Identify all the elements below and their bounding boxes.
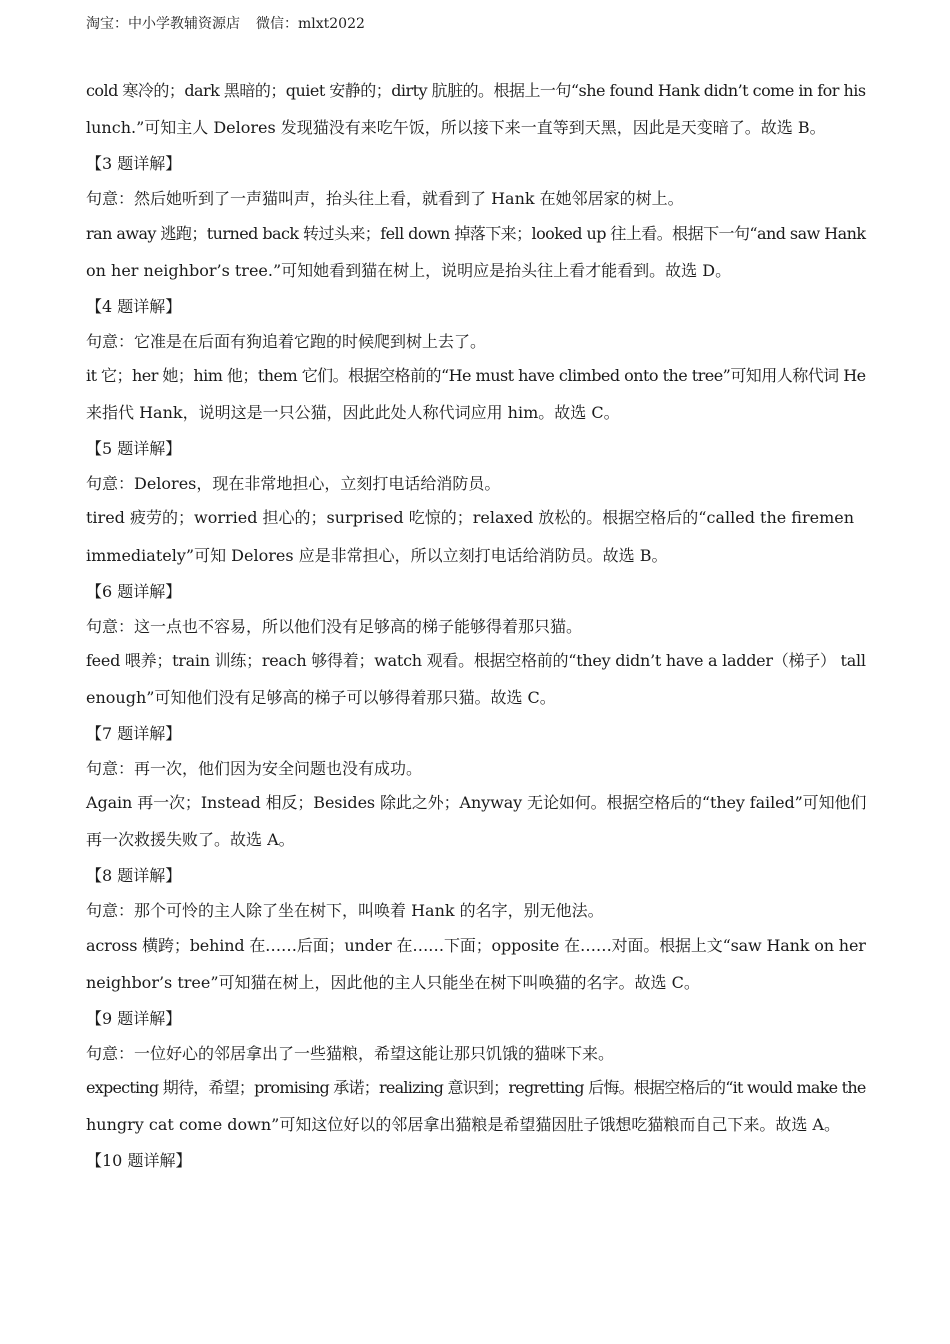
paragraph-line: immediately”可知 Delores 应是非常担心，所以立刻打电话给消防员。故选 B。 (86, 546, 668, 565)
section-heading: 【6 题详解】 (86, 582, 182, 601)
paragraph-line: 句意：那个可怜的主人除了坐在树下，叫唤着 Hank 的名字，别无他法。 (86, 901, 604, 920)
paragraph-line: 句意：一位好心的邻居拿出了一些猫粮，希望这能让那只饥饿的猫咪下来。 (86, 1044, 615, 1063)
paragraph-line: it 它；her 她；him 他；them 它们。根据空格前的“He must have climbed onto the tree”可知用人称代词 He (86, 366, 866, 385)
paragraph-line: 句意：Delores，现在非常地担心，立刻打电话给消防员。 (86, 474, 501, 493)
paragraph-line: lunch.”可知主人 Delores 发现猫没有来吃午饭，所以接下来一直等到天黑，因此是天变暗了。故选 B。 (86, 118, 826, 137)
header-shop-text: 淘宝：中小学教辅资源店 (86, 16, 240, 32)
section-heading: 【10 题详解】 (86, 1151, 192, 1170)
section-heading: 【3 题详解】 (86, 154, 182, 173)
header-wechat-text: 微信：mlxt2022 (256, 16, 365, 32)
paragraph-line: on her neighbor’s tree.”可知她看到猫在树上，说明应是抬头往上看才能看到。故选 D。 (86, 261, 732, 280)
paragraph-line: cold 寒冷的；dark 黑暗的；quiet 安静的；dirty 肮脏的。根据上一句“she found Hank didn’t come in for his (86, 81, 866, 100)
paragraph-line: hungry cat come down”可知这位好以的邻居拿出猫粮是希望猫因肚子饿想吃猫粮而自己下来。故选 A。 (86, 1115, 840, 1134)
paragraph-line: expecting 期待，希望；promising 承诺；realizing 意识到；regretting 后悔。根据空格后的“it would make the (86, 1078, 866, 1097)
paragraph-line: feed 喂养；train 训练；reach 够得着；watch 观看。根据空格前的“they didn’t have a ladder（梯子） tall (86, 651, 866, 670)
section-heading: 【8 题详解】 (86, 866, 182, 885)
paragraph-line: enough”可知他们没有足够高的梯子可以够得着那只猫。故选 C。 (86, 688, 556, 707)
paragraph-line: 句意：再一次，他们因为安全问题也没有成功。 (86, 759, 423, 778)
page-header (86, 13, 365, 33)
paragraph-line: 句意：这一点也不容易，所以他们没有足够高的梯子能够得着那只猫。 (86, 617, 583, 636)
paragraph-line: Again 再一次；Instead 相反；Besides 除此之外；Anyway 无论如何。根据空格后的“they failed”可知他们 (86, 793, 867, 812)
paragraph-line: tired 疲劳的；worried 担心的；surprised 吃惊的；relaxed 放松的。根据空格后的“called the firemen (86, 508, 855, 527)
section-heading: 【9 题详解】 (86, 1009, 182, 1028)
paragraph-line: 句意：然后她听到了一声猫叫声，抬头往上看，就看到了 Hank 在她邻居家的树上。 (86, 189, 684, 208)
paragraph-line: 来指代 Hank，说明这是一只公猫，因此此处人称代词应用 him。故选 C。 (86, 403, 620, 422)
paragraph-line: across 横跨；behind 在……后面；under 在……下面；opposite 在……对面。根据上文“saw Hank on her (86, 936, 866, 955)
paragraph-line: neighbor’s tree”可知猫在树上，因此他的主人只能坐在树下叫唤猫的名字。故选 C。 (86, 973, 700, 992)
paragraph-line: 句意：它准是在后面有狗追着它跑的时候爬到树上去了。 (86, 332, 487, 351)
section-heading: 【5 题详解】 (86, 439, 182, 458)
paragraph-line: 再一次救援失败了。故选 A。 (86, 830, 295, 849)
section-heading: 【7 题详解】 (86, 724, 182, 743)
paragraph-line: ran away 逃跑；turned back 转过头来；fell down 掉落下来；looked up 往上看。根据下一句“and saw Hank (86, 224, 866, 243)
section-heading: 【4 题详解】 (86, 297, 182, 316)
